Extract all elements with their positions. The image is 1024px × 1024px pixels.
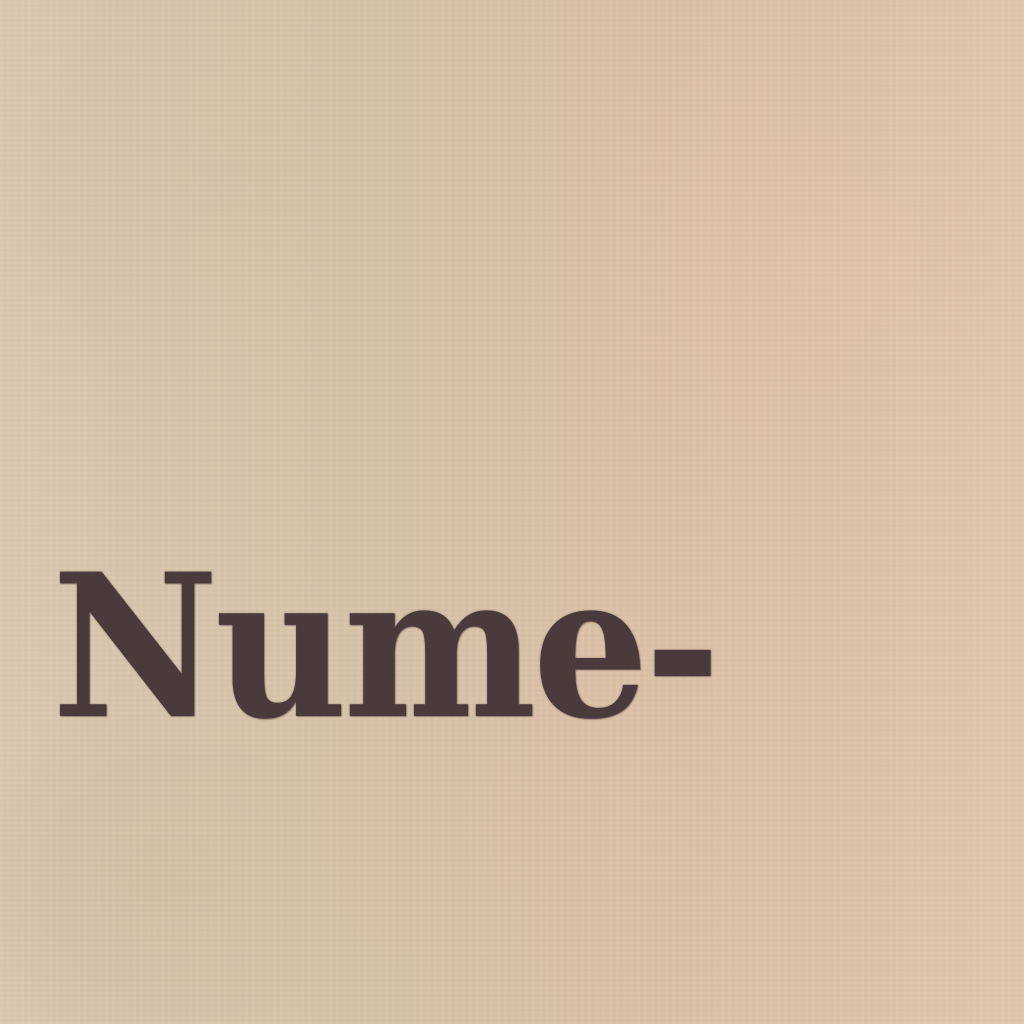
printed-word: Nume- [52,530,717,763]
